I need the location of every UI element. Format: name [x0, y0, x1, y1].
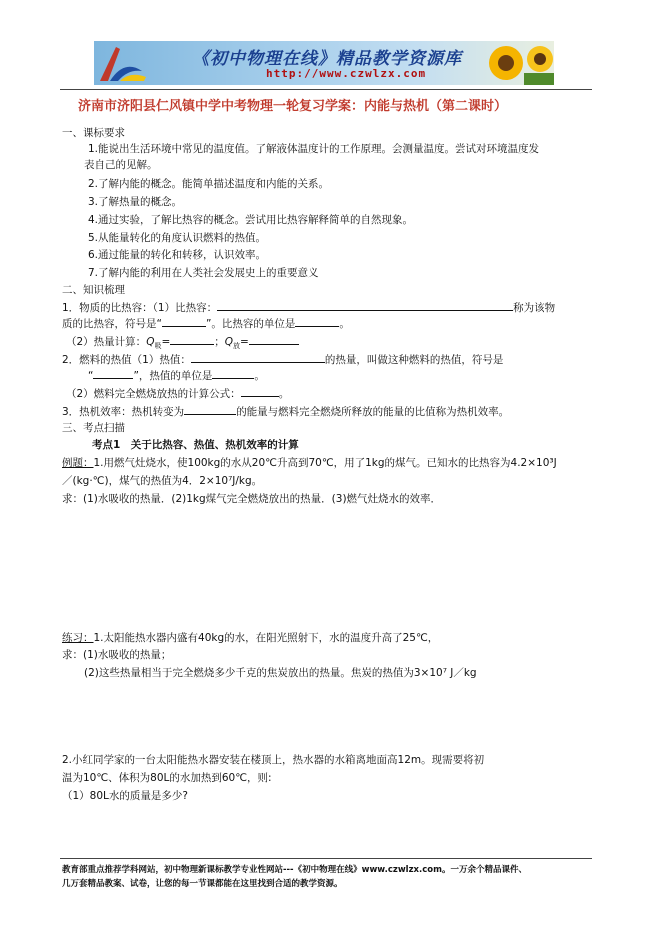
header-banner [94, 41, 554, 85]
fill-blank[interactable] [93, 367, 133, 379]
section1-heading: 一、课标要求 [62, 127, 125, 139]
fill-blank[interactable] [212, 367, 254, 379]
practice-line2: 求：(1)水吸收的热量； [62, 649, 172, 661]
example-line2: ／(kg·℃)，煤气的热值为4．2×10⁷J/kg。 [62, 475, 263, 487]
fill-blank[interactable] [184, 403, 236, 415]
footer-line1: 教育部重点推荐学科网站，初中物理新课标教学专业性网站---《初中物理在线》www.czwlzx.com。一万余个精品课件、 [62, 865, 527, 875]
footer-line2: 几万套精品教案、试卷，让您的每一节课都能在这里找到合适的教学资源。 [62, 879, 343, 889]
practice2-line2: 温为10℃、体积为80L的水加热到60℃，则: [62, 772, 272, 784]
example-line3: 求：(1)水吸收的热量．(2)1kg煤气完全燃烧放出的热量．(3)燃气灶烧水的效率． [62, 493, 442, 505]
practice2-line3: （1）80L水的质量是多少? [62, 790, 188, 802]
fill-blank[interactable] [295, 315, 339, 327]
fill-blank[interactable] [162, 315, 206, 327]
q2-line1: 2．燃料的热值（1）热值： 的热量，叫做这种燃料的热值，符号是 [62, 351, 503, 368]
section2-heading: 二、知识梳理 [62, 284, 125, 296]
practice-label: 练习： [62, 632, 94, 644]
section1-item: 7.了解内能的利用在人类社会发展史上的重要意义 [88, 267, 319, 279]
exam-point-1: 考点1 关于比热容、热值、热机效率的计算 [92, 439, 299, 451]
site-logo-icon [94, 41, 154, 85]
fill-blank[interactable] [249, 333, 299, 345]
section1-item: 表自己的见解。 [84, 159, 158, 171]
page-title: 济南市济阳县仁风镇中学中考物理一轮复习学案：内能与热机（第二课时） [78, 99, 508, 114]
q2-line2: “ ”，热值的单位是 。 [88, 367, 265, 384]
banner-title: 《初中物理在线》精品教学资源库 [192, 49, 462, 69]
section1-item: 4.通过实验，了解比热容的概念。尝试用比热容解释简单的自然现象。 [88, 214, 414, 226]
fill-blank[interactable] [217, 299, 513, 311]
section1-item: 5.从能量转化的角度认识燃料的热值。 [88, 232, 267, 244]
practice-line3: (2)这些热量相当于完全燃烧多少千克的焦炭放出的热量。焦炭的热值为3×10⁷ J／kg [84, 667, 477, 679]
section1-item: 2.了解内能的概念。能简单描述温度和内能的关系。 [88, 178, 330, 190]
q1-heat-calc: （2）热量计算：$Q_吸=$ ；$Q_放=$ [66, 333, 299, 354]
fill-blank[interactable] [170, 333, 214, 345]
q2-formula: （2）燃料完全燃烧放热的计算公式： 。 [66, 385, 289, 402]
footer-divider [60, 858, 592, 859]
example-label: 例题： [62, 457, 94, 469]
section1-item: 1.能说出生活环境中常见的温度值。了解液体温度计的工作原理。会测量温度。尝试对环境温度发 [88, 143, 540, 155]
q1-line2: 质的比热容，符号是“ ”。比热容的单位是 。 [62, 315, 350, 332]
section1-item: 3.了解热量的概念。 [88, 196, 183, 208]
q3-line: 3．热机效率：热机转变为 的能量与燃料完全燃烧所释放的能量的比值称为热机效率。 [62, 403, 509, 420]
fill-blank[interactable] [241, 385, 279, 397]
section1-item: 6.通过能量的转化和转移，认识效率。 [88, 249, 267, 261]
banner-url: http://www.czwlzx.com [266, 67, 427, 80]
q1-line1: 1．物质的比热容：（1）比热容： 称为该物 [62, 299, 555, 316]
fill-blank[interactable] [191, 351, 325, 363]
section3-heading: 三、考点扫描 [62, 422, 125, 434]
practice2-line1: 2.小红同学家的一台太阳能热水器安装在楼顶上，热水器的水箱离地面高12m。现需要将初 [62, 754, 485, 766]
example-line1: 例题：1.用燃气灶烧水，使100kg的水从20℃升高到70℃，用了1kg的煤气。已知水的比热容为4.2×10³J [62, 457, 557, 469]
header-divider [60, 89, 592, 90]
sunflower-icon [484, 41, 554, 85]
practice-line1: 练习：1.太阳能热水器内盛有40kg的水，在阳光照射下，水的温度升高了25℃， [62, 632, 439, 644]
